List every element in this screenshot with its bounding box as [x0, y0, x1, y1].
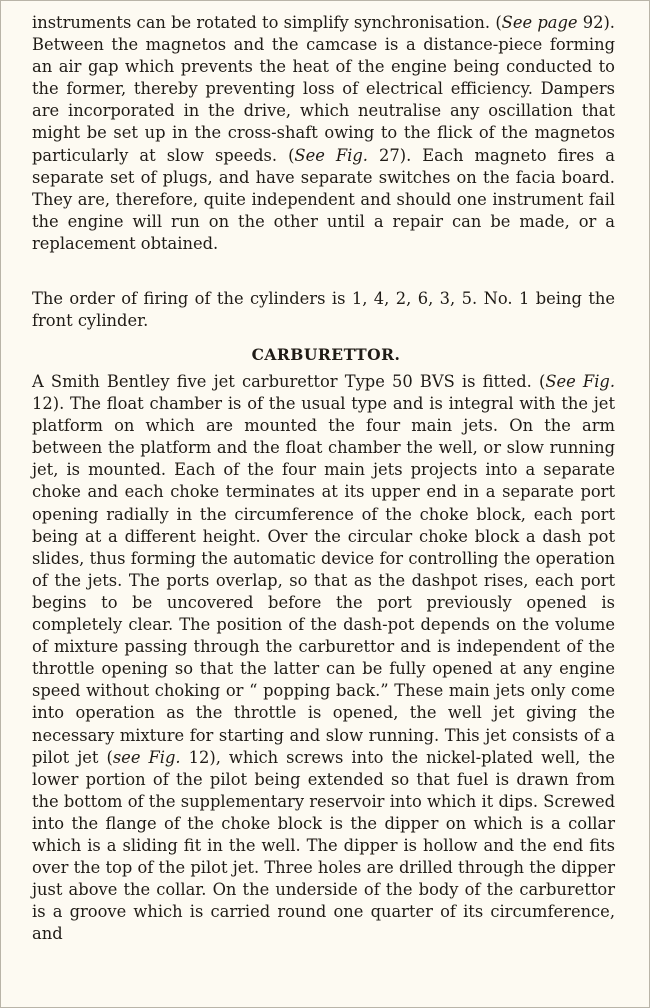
paragraph-magnetos-text [32, 12, 615, 255]
italic-reference: see Fig. [112, 747, 181, 767]
text-run: 12). The float chamber is of the usual type and is integral with the jet platform on which are mounted the four main jets. On the arm between the platform and the float chamber the well, or slow running jet, is mounted. Each of the four main jets projects into a separate choke and each choke terminates at its upper end in a separate port opening radially in the circumference of the choke block, each port being at a different height. Over the circular choke block a dash pot slides, thus forming the automatic device for controlling the operation of the jets. The ports overlap, so that as the dashpot rises, each port begins to be uncovered before the port previously opened is completely clear. The position of the dash-pot depends on the volume of mixture passing through the carburettor and is independent of the throttle opening so that the latter can be fully opened at any engine speed without choking or “ popping back.” These main jets only come into operation as the throttle is opened, the well jet giving the necessary mixture for starting and slow running. This jet consists of a pilot jet ( [32, 394, 615, 767]
paragraph-magnetos [32, 12, 615, 255]
text-run: 27). Each magneto fires a separate set of plugs, and have separate switches on the facia board. They are, therefore, quite independent and should one instrument fail the engine will run on the other until a repair can be made, or a replacement obtained. [32, 145, 615, 253]
paragraph-firing-order [32, 288, 615, 332]
paragraph-firing-order-text: The order of firing of the cylinders is 1, 4, 2, 6, 3, 5. No. 1 being the front cylinder. [32, 289, 615, 331]
text-run: 12), which screws into the nickel-plated well, the lower portion of the pilot being extended so that fuel is drawn from the bottom of the supplementary reservoir into which it dips. Screwed into the flange of the choke block is the dipper on which is a collar which is a sliding fit in the well. The dipper is hollow and the end fits over the top of the pilot jet. Three holes are drilled through the dipper just above the collar. On the underside of the body of the carburettor is a groove which is carried round one quarter of its circumference, and [32, 747, 615, 944]
paragraph-carburettor-text [32, 371, 615, 945]
italic-reference: See Fig. [294, 145, 368, 165]
paragraph-carburettor [32, 371, 615, 945]
text-run: instruments can be rotated to simplify synchronisation. ( [32, 13, 502, 32]
section-heading: CARBURETTOR. [251, 345, 401, 364]
text-run: A Smith Bentley five jet carburettor Type 50 BVS is fitted. ( [32, 372, 546, 391]
italic-reference: See page [501, 13, 578, 32]
italic-reference: See Fig. [545, 372, 615, 391]
text-run: 92). Between the magnetos and the camcase is a distance-piece forming an air gap which prevents the heat of the engine being conducted to the former, thereby preventing loss of electrical efficiency. Dampers are incorporated in the drive, which neutralise any oscillation that might be set up in the cross-shaft owing to the flick of the magnetos particularly at slow speeds. ( [32, 13, 615, 165]
